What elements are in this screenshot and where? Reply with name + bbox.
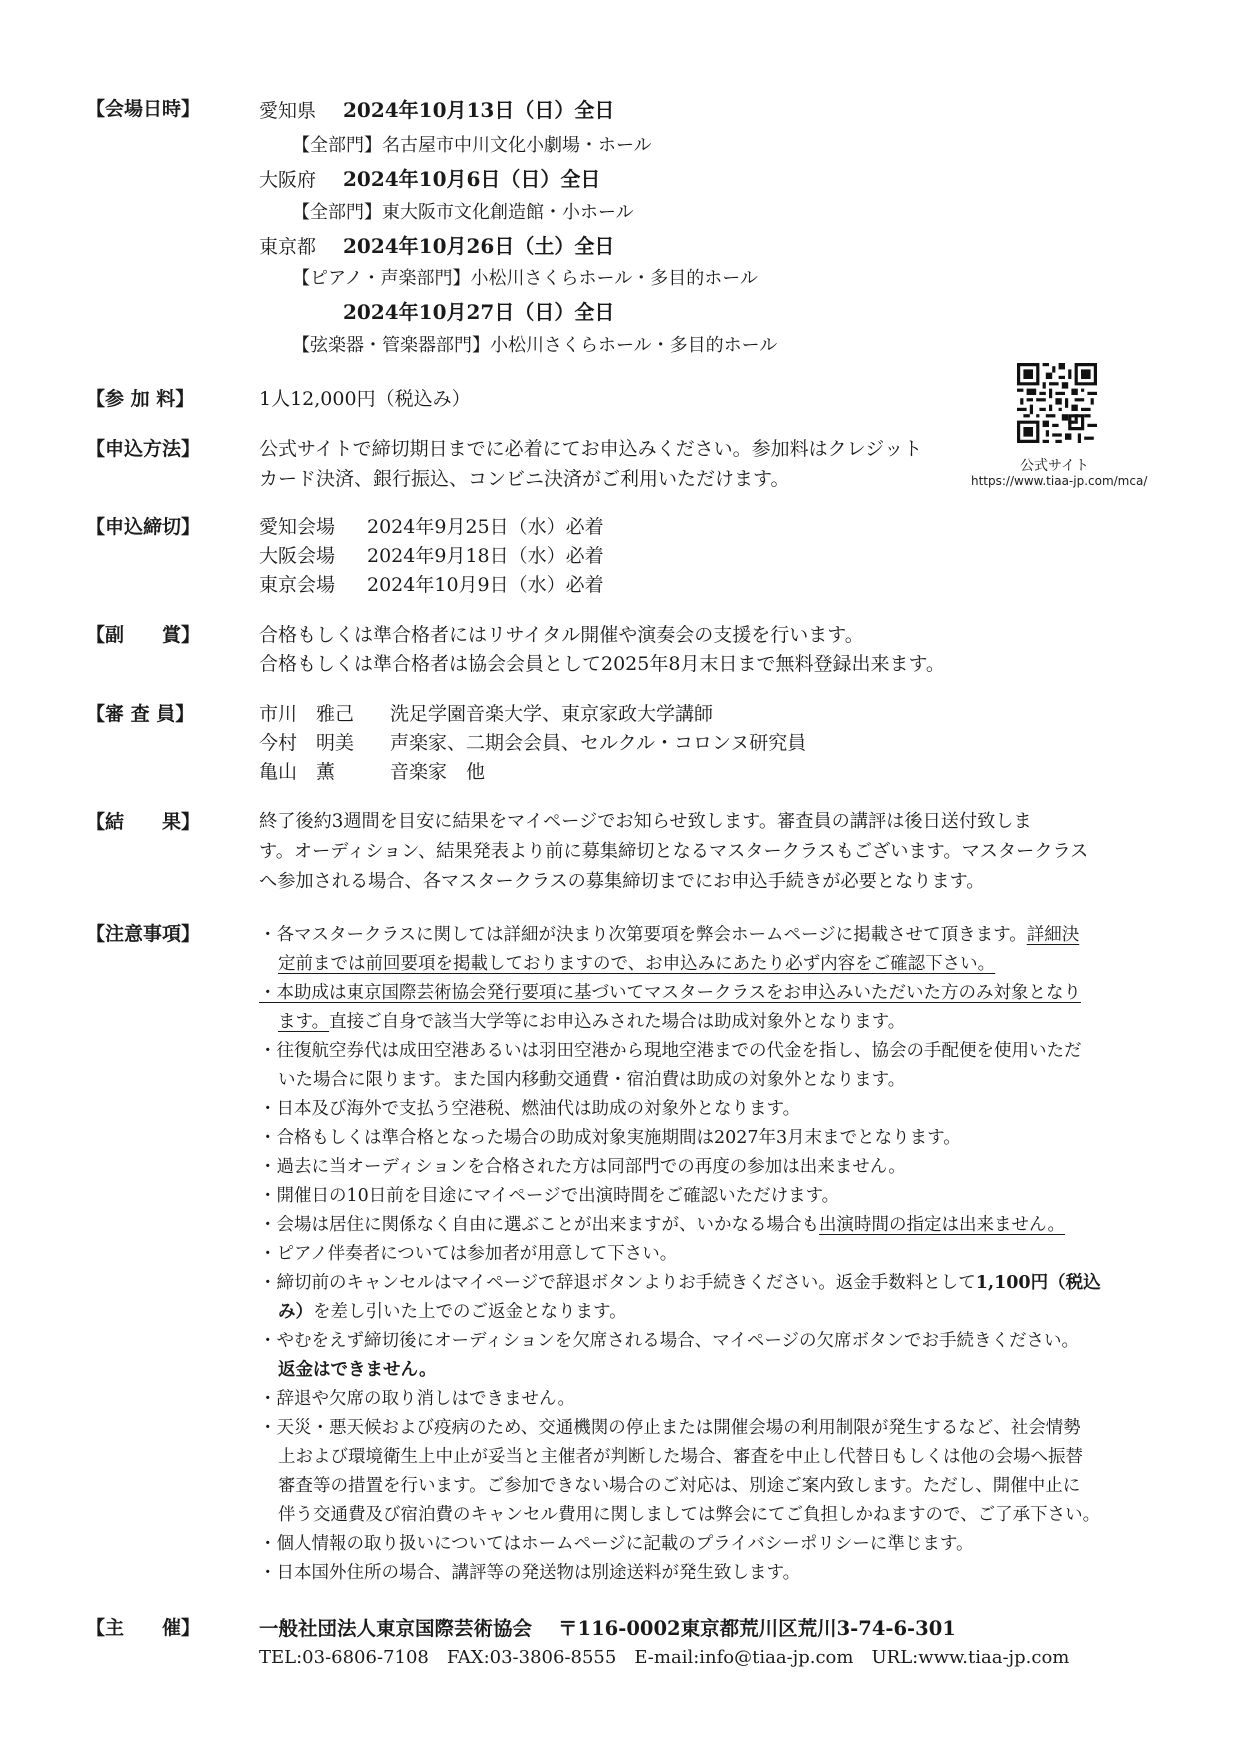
result-label: 【結 果】 (86, 811, 201, 833)
prize-line-2: 合格もしくは準合格者は協会会員として2025年8月末日まで無料登録出来ます。 (259, 653, 945, 675)
date-tokyo-2: 2024年10月27日（日）全日 (343, 300, 615, 324)
note-text: 上および環境衛生上中止が妥当と主催者が判断した場合、審査を中止し代替日もしくは他の会場へ振替 (278, 1447, 1083, 1467)
note-item: ・個人情報の取り扱いについてはホームページに記載のプライバシーポリシーに準じます。 (259, 1534, 974, 1554)
note-text (278, 1298, 627, 1323)
note-item (259, 1211, 1065, 1236)
note-item: ・過去に当オーディションを合格された方は同部門での再度の参加は出来ません。 (259, 1157, 906, 1177)
venue-osaka: 【全部門】東大阪市文化創造館・小ホール (292, 202, 634, 223)
note-item: ・ピアノ伴奏者については参加者が用意して下さい。 (259, 1244, 678, 1264)
venue-tokyo-1: 【ピアノ・声楽部門】小松川さくらホール・多目的ホール (292, 268, 758, 289)
prize-line-1: 合格もしくは準合格者にはリサイタル開催や演奏会の支援を行います。 (259, 624, 864, 646)
notes-label: 【注意事項】 (86, 923, 201, 945)
note-text: 定前までは前回要項を掲載しておりますので、お申込みにあたり必ず内容をご確認下さい。 (278, 954, 996, 974)
deadline-date: 2024年9月18日（水）必着 (367, 545, 604, 567)
result-line-1: 終了後約3週間を目安に結果をマイページでお知らせ致します。審査員の講評は後日送付致しま (259, 811, 1032, 832)
schedule-label: 【会場日時】 (86, 98, 201, 120)
note-text: を差し引いた上でのご返金となります。 (313, 1302, 627, 1322)
note-text: ・締切前のキャンセルはマイページで辞退ボタンよりお手続きください。返金手数料として (259, 1273, 976, 1293)
deadline-row (259, 512, 604, 539)
organizer-label: 【主 催】 (86, 1617, 201, 1639)
note-text: 審査等の措置を行います。ご参加できない場合のご対応は、別途ご案内致します。ただし、開催中止に (278, 1476, 1081, 1496)
note-text: ・各マスタークラスに関しては詳細が決まり次第要項を弊会ホームページに掲載させて頂きます。 (259, 925, 1027, 945)
note-item (259, 1269, 1101, 1294)
organizer-contact[interactable]: TEL:03-6806-7108 FAX:03-3806-8555 E-mail:info@tiaa-jp.com URL:www.tiaa-jp.com (259, 1647, 1070, 1668)
judge-title: 声楽家、二期会会員、セルクル・コロンヌ研究員 (390, 732, 807, 754)
deadline-row (259, 570, 604, 597)
note-item (259, 921, 1079, 946)
judge-row (259, 699, 713, 726)
note-underlined: ます。 (278, 1012, 330, 1032)
pref-aichi: 愛知県 (259, 100, 317, 122)
apply-line-1: 公式サイトで締切期日までに必着にてお申込みください。参加料はクレジット (259, 438, 923, 460)
schedule-osaka (259, 163, 600, 192)
deadline-label: 【申込締切】 (86, 516, 201, 538)
judge-name: 亀山 薫 (259, 761, 336, 783)
date-aichi: 2024年10月13日（日）全日 (343, 98, 615, 122)
note-text: いた場合に限ります。また国内移動交通費・宿泊費は助成の対象外となります。 (278, 1070, 906, 1090)
pref-osaka: 大阪府 (259, 169, 317, 191)
note-item: ・天災・悪天候および疫病のため、交通機関の停止または開催会場の利用制限が発生するなど、社会情勢 (259, 1418, 1081, 1438)
judge-name: 今村 明美 (259, 732, 355, 754)
schedule-tokyo (259, 230, 614, 259)
qr-url-link[interactable]: https://www.tiaa-jp.com/mca/ (971, 474, 1148, 488)
date-tokyo-1: 2024年10月26日（土）全日 (343, 234, 615, 258)
deadline-site: 東京会場 (259, 574, 336, 596)
deadline-row (259, 541, 604, 568)
venue-tokyo-2: 【弦楽器・管楽器部門】小松川さくらホール・多目的ホール (292, 335, 778, 356)
result-line-2: す。オーディション、結果発表より前に募集締切となるマスタークラスもございます。マスタークラス (259, 841, 1089, 862)
apply-label: 【申込方法】 (86, 438, 201, 460)
note-item: ・本助成は東京国際芸術協会発行要項に基づいてマスタークラスをお申込みいただいた方のみ対象となり (259, 983, 1081, 1003)
judge-title: 音楽家 他 (390, 761, 486, 783)
note-item: ・往復航空券代は成田空港あるいは羽田空港から現地空港までの代金を指し、協会の手配便を使用いただ (259, 1041, 1082, 1061)
note-bold: 1,100円（税込 (975, 1273, 1101, 1293)
organizer-line (259, 1613, 956, 1641)
fee-label: 【参 加 料】 (86, 388, 195, 410)
note-item: ・日本及び海外で支払う空港税、燃油代は助成の対象外となります。 (259, 1099, 801, 1119)
note-item: ・開催日の10日前を目途にマイページで出演時間をご確認いただけます。 (259, 1186, 840, 1206)
deadline-site: 愛知会場 (259, 516, 336, 538)
judge-row (259, 757, 485, 784)
schedule-aichi (259, 94, 614, 123)
venue-aichi: 【全部門】名古屋市中川文化小劇場・ホール (292, 135, 652, 156)
organizer-address: 〒116-0002東京都荒川区荒川3-74-6-301 (558, 1617, 956, 1640)
judges-label: 【審 査 員】 (86, 703, 195, 725)
note-text: 伴う交通費及び宿泊費のキャンセル費用に関しましては弊会にてご負担しかねますので、ご了承下さい。 (278, 1505, 1101, 1525)
fee-text: 1人12,000円（税込み） (259, 388, 471, 410)
date-osaka: 2024年10月6日（日）全日 (343, 167, 601, 191)
prize-label: 【副 賞】 (86, 624, 201, 646)
result-line-3: へ参加される場合、各マスタークラスの募集締切までにお申込手続きが必要となります。 (259, 871, 985, 892)
judge-row (259, 728, 806, 755)
organizer-name: 一般社団法人東京国際芸術協会 (259, 1617, 533, 1640)
note-item: ・やむをえず締切後にオーディションを欠席される場合、マイページの欠席ボタンでお手続きください。 (259, 1331, 1080, 1351)
note-item: ・辞退や欠席の取り消しはできません。 (259, 1389, 576, 1409)
note-underlined: 詳細決 (1026, 925, 1080, 945)
note-item: ・日本国外住所の場合、講評等の発送物は別途送料が発生致します。 (259, 1563, 801, 1583)
qr-code-icon[interactable] (1017, 363, 1097, 443)
note-text (278, 1008, 905, 1033)
qr-caption: 公式サイト (1020, 458, 1090, 474)
judge-name: 市川 雅己 (259, 703, 355, 725)
note-underlined: 出演時間の指定は出来ません。 (819, 1215, 1066, 1235)
note-item: ・合格もしくは準合格となった場合の助成対象実施期間は2027年3月末までとなります。 (259, 1128, 961, 1148)
apply-line-2: カード決済、銀行振込、コンビニ決済がご利用いただけます。 (259, 468, 790, 490)
deadline-date: 2024年10月9日（水）必着 (367, 574, 604, 596)
note-bold: み） (278, 1302, 313, 1322)
note-bold: 返金はできません。 (278, 1360, 437, 1380)
pref-tokyo: 東京都 (259, 236, 317, 258)
deadline-date: 2024年9月25日（水）必着 (367, 516, 604, 538)
judge-title: 洗足学園音楽大学、東京家政大学講師 (390, 703, 714, 725)
note-text: 直接ご自身で該当大学等にお申込みされた場合は助成対象外となります。 (329, 1012, 906, 1032)
note-text: ・会場は居住に関係なく自由に選ぶことが出来ますが、いかなる場合も (259, 1215, 819, 1235)
deadline-site: 大阪会場 (259, 545, 336, 567)
